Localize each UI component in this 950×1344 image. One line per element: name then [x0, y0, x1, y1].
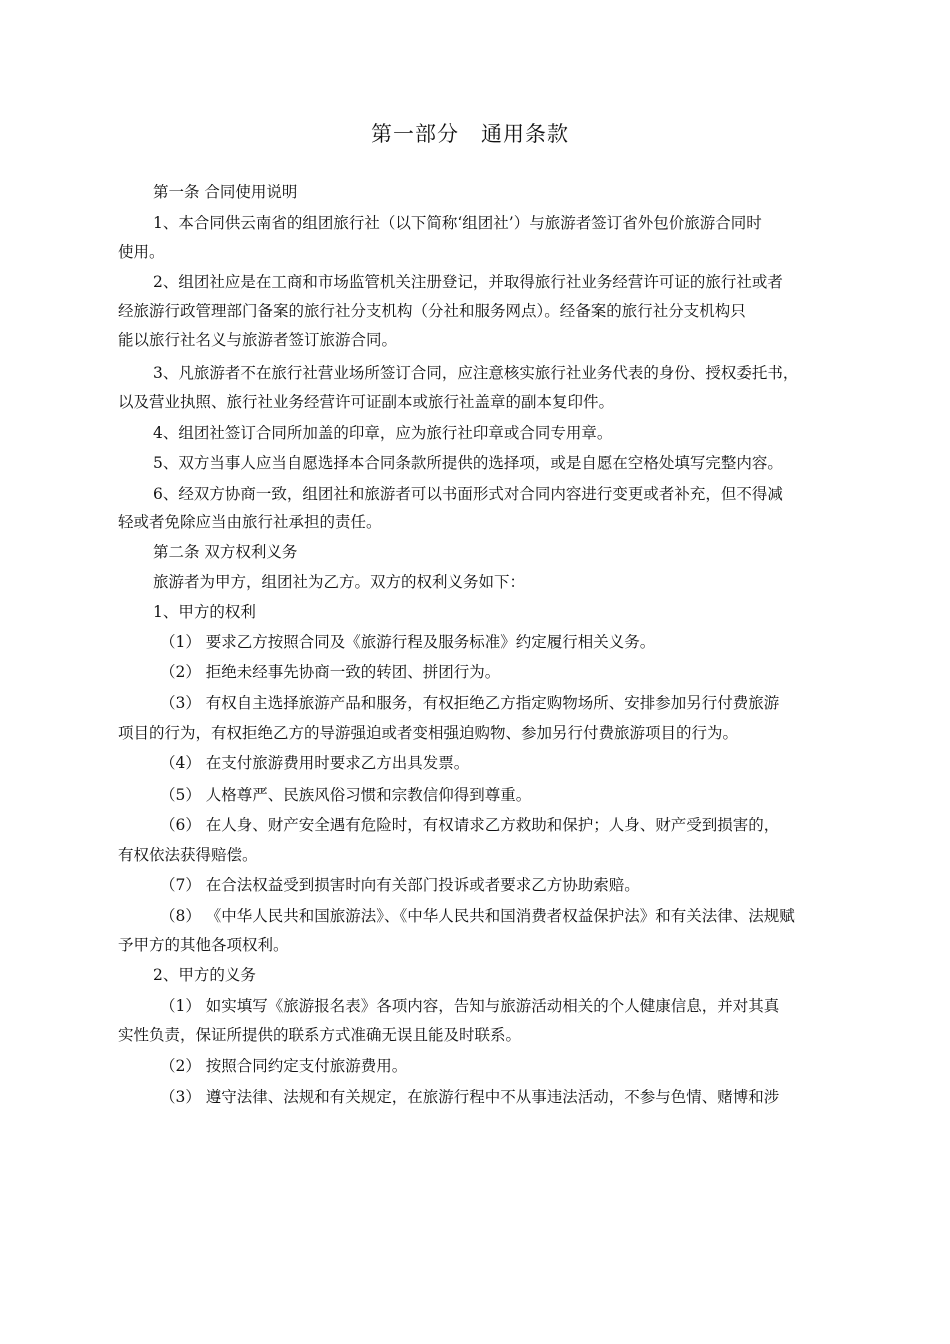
- paragraph-line: 2、组团社应是在工商和市场监管机关注册登记，并取得旅行社业务经营许可证的旅行社或者: [153, 273, 783, 291]
- subsection-heading: 1、甲方的权利: [153, 603, 256, 621]
- paragraph-line: 1、本合同供云南省的组团旅行社（以下简称‘组团社’）与旅游者签订省外包价旅游合同时: [153, 214, 762, 232]
- paragraph-line: 能以旅行社名义与旅游者签订旅游合同。: [118, 331, 398, 349]
- list-item: （1） 要求乙方按照合同及《旅游行程及服务标准》约定履行相关义务。: [160, 633, 656, 651]
- paragraph-line: 旅游者为甲方，组团社为乙方。双方的权利义务如下：: [153, 573, 526, 591]
- page-title: 第一部分 通用条款: [371, 122, 569, 146]
- list-item: （3） 遵守法律、法规和有关规定，在旅游行程中不从事违法活动，不参与色情、赌博和涉: [160, 1088, 780, 1106]
- paragraph-line: 轻或者免除应当由旅行社承担的责任。: [118, 513, 382, 531]
- list-item: （1） 如实填写《旅游报名表》各项内容，告知与旅游活动相关的个人健康信息，并对其真: [160, 997, 780, 1015]
- list-item: （6） 在人身、财产安全遇有危险时，有权请求乙方救助和保护；人身、财产受到损害的，: [160, 816, 780, 834]
- paragraph-line: 经旅游行政管理部门备案的旅行社分支机构（分社和服务网点）。经备案的旅行社分支机构只: [118, 302, 746, 320]
- list-item: （2） 按照合同约定支付旅游费用。: [160, 1057, 408, 1075]
- section-heading: 第一条 合同使用说明: [153, 183, 298, 201]
- list-item: （5） 人格尊严、民族风俗习惯和宗教信仰得到尊重。: [160, 786, 532, 804]
- paragraph-line: 4、组团社签订合同所加盖的印章，应为旅行社印章或合同专用章。: [153, 424, 613, 442]
- paragraph-line: 5、双方当事人应当自愿选择本合同条款所提供的选择项，或是自愿在空格处填写完整内容。: [153, 454, 783, 472]
- list-item: （8） 《中华人民共和国旅游法》、《中华人民共和国消费者权益保护法》和有关法律、法规赋: [160, 907, 795, 925]
- list-item: （7） 在合法权益受到损害时向有关部门投诉或者要求乙方协助索赔。: [160, 876, 640, 894]
- section-heading: 第二条 双方权利义务: [153, 543, 298, 561]
- paragraph-line: 使用。: [118, 243, 165, 261]
- paragraph-line: 6、经双方协商一致，组团社和旅游者可以书面形式对合同内容进行变更或者补充，但不得减: [153, 485, 783, 503]
- list-item-continuation: 项目的行为，有权拒绝乙方的导游强迫或者变相强迫购物、参加另行付费旅游项目的行为。: [118, 724, 739, 742]
- subsection-heading: 2、甲方的义务: [153, 966, 256, 984]
- list-item-continuation: 有权依法获得赔偿。: [118, 846, 258, 864]
- paragraph-line: 以及营业执照、旅行社业务经营许可证副本或旅行社盖章的副本复印件。: [118, 393, 615, 411]
- paragraph-line: 3、凡旅游者不在旅行社营业场所签订合同，应注意核实旅行社业务代表的身份、授权委托书，: [153, 364, 799, 382]
- list-item: （4） 在支付旅游费用时要求乙方出具发票。: [160, 754, 470, 772]
- list-item: （3） 有权自主选择旅游产品和服务，有权拒绝乙方指定购物场所、安排参加另行付费旅游: [160, 694, 780, 712]
- list-item-continuation: 实性负责，保证所提供的联系方式准确无误且能及时联系。: [118, 1026, 522, 1044]
- list-item-continuation: 予甲方的其他各项权利。: [118, 936, 289, 954]
- list-item: （2） 拒绝未经事先协商一致的转团、拼团行为。: [160, 663, 501, 681]
